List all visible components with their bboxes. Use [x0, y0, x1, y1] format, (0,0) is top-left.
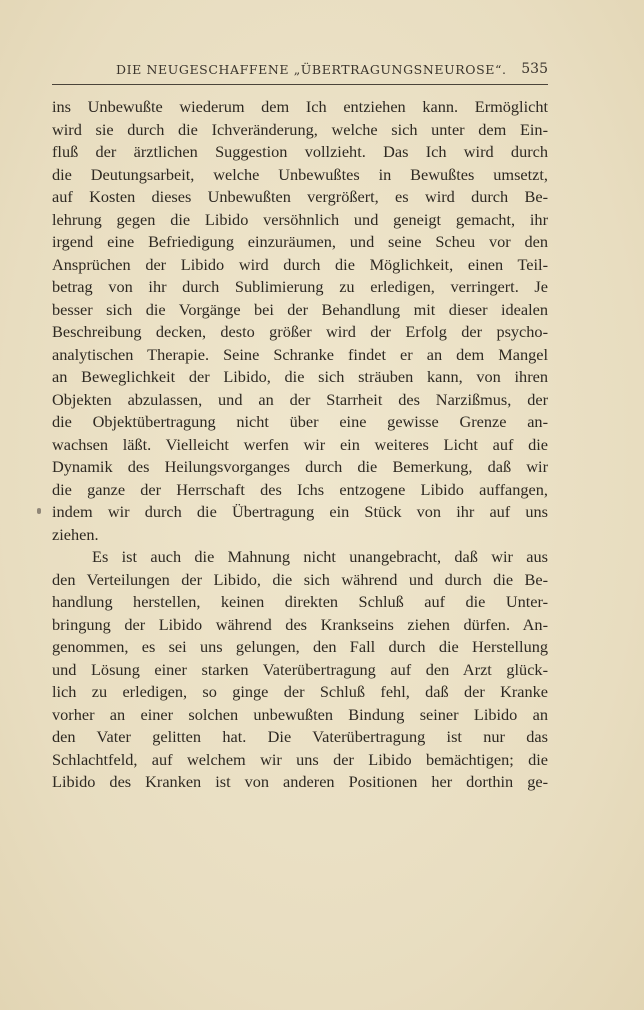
text-line: handlung herstellen, keinen direkten Schluß auf die Unter- — [52, 592, 548, 611]
text-line: Ansprüchen der Libido wird durch die Möglichkeit, einen Teil- — [52, 254, 548, 274]
text-line: Dynamik des Heilungsvorganges durch die Bemerkung, daß wir — [52, 457, 548, 476]
text-line: Beschreibung decken, desto größer wird der Erfolg der psycho- — [52, 322, 548, 341]
text-line: besser sich die Vorgänge bei der Behandlung mit dieser idealen — [52, 299, 548, 319]
margin-ink-mark — [37, 508, 41, 514]
text-line: wachsen läßt. Vielleicht werfen wir ein weiteres Licht auf die — [52, 434, 548, 454]
body-text — [52, 96, 548, 794]
text-line: lich zu erledigen, so ginge der Schluß fehl, daß der Kranke — [52, 682, 548, 701]
text-line: analytischen Therapie. Seine Schranke findet er an dem Mangel — [52, 344, 548, 364]
text-line: lehrung gegen die Libido versöhnlich und geneigt gemacht, ihr — [52, 209, 548, 229]
text-line: indem wir durch die Übertragung ein Stück von ihr auf uns — [52, 502, 548, 521]
text-line: an Beweglichkeit der Libido, die sich sträuben kann, von ihren — [52, 367, 548, 386]
text-line: den Verteilungen der Libido, die sich während und durch die Be- — [52, 569, 548, 589]
text-line: die Deutungsarbeit, welche Unbewußtes in Bewußtes umsetzt, — [52, 164, 548, 184]
paragraph-start-line: Es ist auch die Mahnung nicht unangebracht, daß wir aus — [92, 547, 548, 566]
page-header — [52, 62, 548, 84]
text-line: Schlachtfeld, auf welchem wir uns der Libido bemächtigen; die — [52, 749, 548, 769]
page-number: 535 — [521, 61, 548, 77]
text-line: Objekten abzulassen, und an der Starrheit des Narzißmus, der — [52, 389, 548, 409]
text-line: bringung der Libido während des Krankseins ziehen dürfen. An- — [52, 614, 548, 634]
text-line: fluß der ärztlichen Suggestion vollzieht. Das Ich wird durch — [52, 142, 548, 161]
text-line: den Vater gelitten hat. Die Vaterübertragung ist nur das — [52, 727, 548, 746]
text-line: und Lösung einer starken Vaterübertragung auf den Arzt glück- — [52, 659, 548, 679]
text-line: irgend eine Befriedigung einzuräumen, und seine Scheu vor den — [52, 232, 548, 251]
paragraph-end-line: ziehen. — [52, 524, 99, 544]
text-line: die ganze der Herrschaft des Ichs entzogene Libido auffangen, — [52, 479, 548, 499]
text-line: ins Unbewußte wiederum dem Ich entziehen kann. Ermöglicht — [52, 97, 548, 116]
text-line: wird sie durch die Ichveränderung, welche sich unter dem Ein- — [52, 119, 548, 139]
running-head: DIE NEUGESCHAFFENE „ÜBERTRAGUNGSNEUROSE“. — [116, 62, 507, 77]
text-line: vorher an einer solchen unbewußten Bindung seiner Libido an — [52, 704, 548, 724]
text-line: die Objektübertragung nicht über eine gewisse Grenze an- — [52, 412, 548, 431]
text-line: auf Kosten dieses Unbewußten vergrößert, es wird durch Be- — [52, 187, 548, 206]
text-line: betrag von ihr durch Sublimierung zu erledigen, verringert. Je — [52, 277, 548, 296]
text-line: Libido des Kranken ist von anderen Positionen her dorthin ge- — [52, 772, 548, 791]
text-line: genommen, es sei uns gelungen, den Fall durch die Herstellung — [52, 637, 548, 656]
header-rule — [52, 84, 548, 85]
